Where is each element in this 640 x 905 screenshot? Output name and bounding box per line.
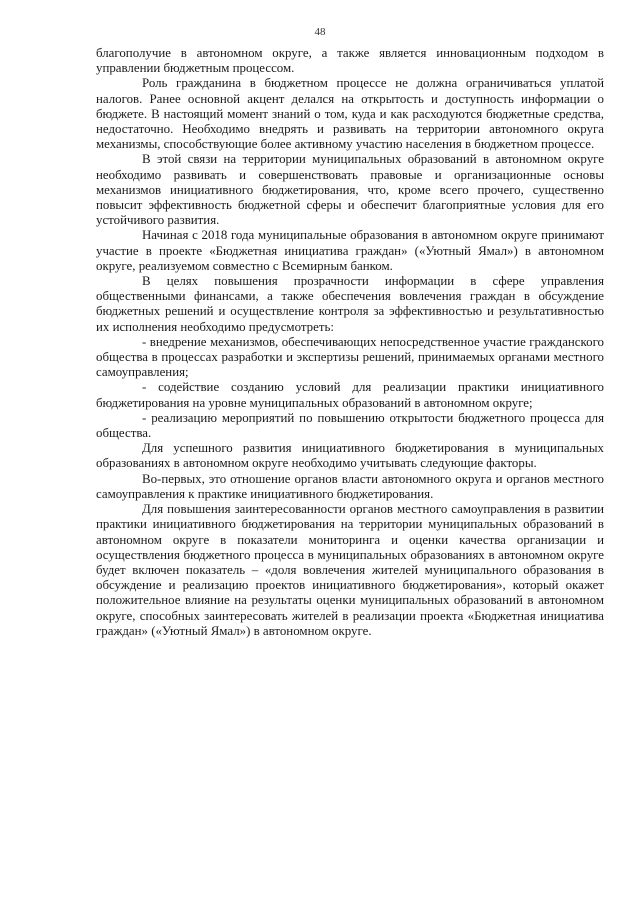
list-item-3: - реализацию мероприятий по повышению открытости бюджетного процесса для общества. (96, 410, 604, 441)
paragraph-7: Во-первых, это отношение органов власти автономного округа и органов местного самоуправления к практике инициативного бюджетирования. (96, 471, 604, 501)
paragraph-4: Начиная с 2018 года муниципальные образования в автономном округе принимают участие в проекте «Бюджетная инициатива граждан» («Уютный Ямал») в автономном округе, реализуемом совместно с Всемирным банком. (96, 228, 604, 273)
paragraph-5: В целях повышения прозрачности информации в сфере управления общественными финансами, а также обеспечения вовлечения граждан в обсуждение бюджетных решений и осуществление контроля за эффективностью и результативностью их исполнения необходимо предусмотреть: (96, 274, 604, 334)
paragraph-1: благополучие в автономном округе, а также является инновационным подходом в управлении бюджетным процессом. (96, 46, 604, 76)
page-body (96, 46, 604, 639)
paragraph-3: В этой связи на территории муниципальных образований в автономном округе необходимо развивать и совершенствовать правовые и организационные основы механизмов инициативного бюджетирования, что, кроме всего прочего, существенно повысит эффективность бюджетной сферы и обеспечит благоприятные условия для его устойчивого развития. (96, 152, 604, 228)
list-item-1: - внедрение механизмов, обеспечивающих непосредственное участие гражданского общества в процессах разработки и экспертизы решений, принимаемых органами местного самоуправления; (96, 334, 604, 380)
list-item-2: - содействие созданию условий для реализации практики инициативного бюджетирования на уровне муниципальных образований в автономном округе; (96, 380, 604, 410)
paragraph-2: Роль гражданина в бюджетном процессе не должна ограничиваться уплатой налогов. Ранее основной акцент делался на открытость и доступность информации о бюджете. В настоящий момент знаний о том, куда и как расходуются бюджетные средства, недостаточно. Необходимо внедрять и развивать на территории автономного округа механизмы, способствующие более активному участию населения в бюджетном процессе. (96, 76, 604, 152)
page-number: 48 (314, 26, 326, 38)
paragraph-6: Для успешного развития инициативного бюджетирования в муниципальных образованиях в автономном округе необходимо учитывать следующие факторы. (96, 441, 604, 471)
paragraph-8: Для повышения заинтересованности органов местного самоуправления в развитии практики инициативного бюджетирования на территории муниципальных образований в автономном округе в показатели мониторинга и оценки качества организации и осуществления бюджетного процесса в муниципальных образованиях в автономном округе будет включен показатель – «доля вовлечения жителей муниципального образования в обсуждение и реализацию проектов инициативного бюджетирования», который окажет положительное влияние на результаты оценки муниципальных образований в автономном округе, способных заинтересовать жителей в реализации проекта «Бюджетная инициатива граждан» («Уютный Ямал») в автономном округе. (96, 502, 604, 638)
